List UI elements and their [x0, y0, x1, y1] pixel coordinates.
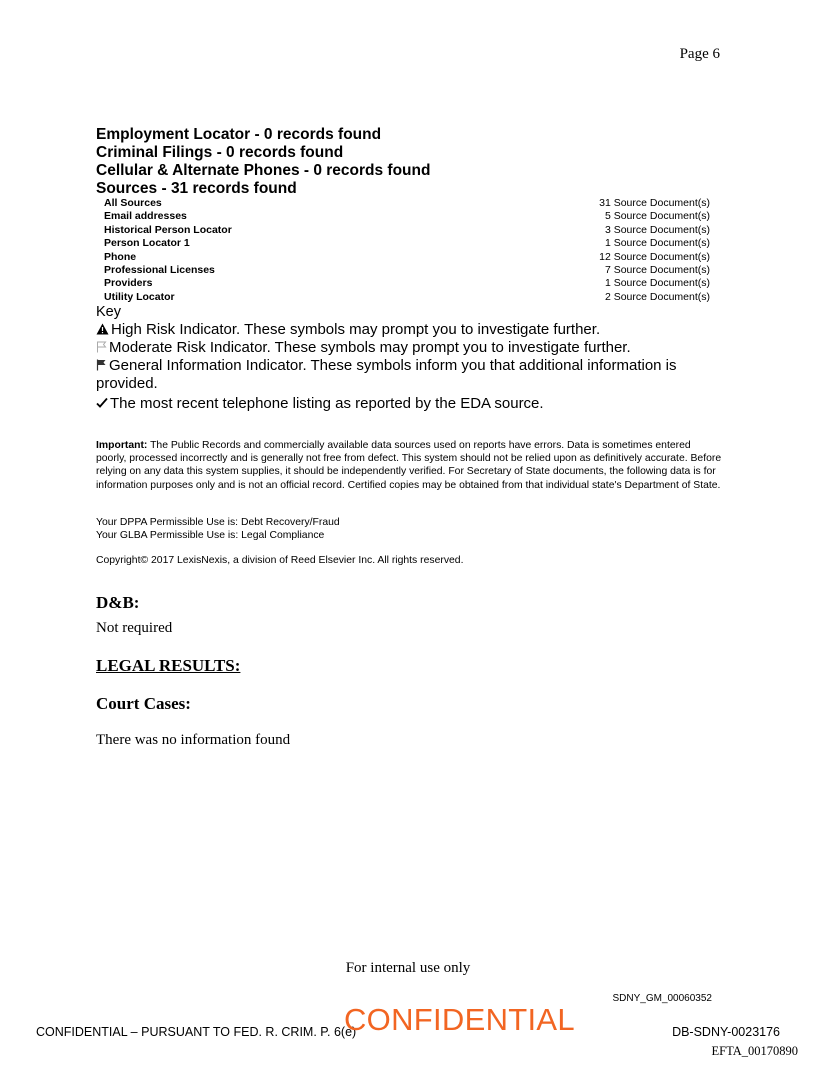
source-name: Person Locator 1: [104, 237, 190, 250]
source-name: Historical Person Locator: [104, 223, 232, 236]
source-count: 2 Source Document(s): [604, 290, 710, 303]
source-name: Phone: [104, 250, 137, 263]
court-cases-text: There was no information found: [96, 732, 291, 748]
source-row: [104, 210, 710, 223]
efta-number: EFTA_00170890: [711, 1044, 798, 1058]
source-row: [104, 264, 710, 277]
source-row: [104, 197, 710, 210]
legal-results-heading: LEGAL RESULTS:: [96, 656, 241, 675]
important-disclaimer: [96, 439, 722, 492]
db-heading: D&B:: [96, 593, 140, 612]
sources-table: [104, 197, 710, 304]
bates-number-db-sdny: DB-SDNY-0023176: [672, 1025, 780, 1039]
warning-triangle-icon: [96, 321, 111, 338]
source-row: [104, 237, 710, 250]
source-row: [104, 224, 710, 237]
source-count: 1 Source Document(s): [604, 277, 710, 290]
confidential-notice: CONFIDENTIAL – PURSUANT TO FED. R. CRIM. P. 6(e): [36, 1025, 357, 1039]
page-number: Page 6: [679, 46, 720, 62]
source-row: [104, 291, 710, 304]
key-recent-phone: [96, 395, 726, 413]
source-count: 12 Source Document(s): [599, 250, 710, 263]
outline-flag-icon: [96, 339, 109, 356]
source-row: [104, 277, 710, 290]
moderate-risk-text: Moderate Risk Indicator. These symbols may prompt you to investigate further.: [109, 339, 631, 356]
high-risk-text: High Risk Indicator. These symbols may prompt you to investigate further.: [111, 321, 601, 338]
recent-phone-text: The most recent telephone listing as reported by the EDA source.: [110, 395, 544, 412]
source-row: [104, 251, 710, 264]
confidential-stamp: CONFIDENTIAL: [344, 1002, 575, 1037]
source-count: 1 Source Document(s): [604, 237, 710, 250]
criminal-filings-header: Criminal Filings - 0 records found: [96, 144, 344, 161]
checkmark-icon: [96, 395, 110, 412]
general-info-text: General Information Indicator. These symbols inform you that additional information is provided.: [96, 357, 677, 392]
bates-number-sdny-gm: SDNY_GM_00060352: [612, 993, 712, 1004]
key-moderate-risk: [96, 339, 726, 357]
source-count: 3 Source Document(s): [604, 223, 710, 236]
source-count: 7 Source Document(s): [604, 263, 710, 276]
key-high-risk: [96, 321, 726, 339]
dppa-use: Your DPPA Permissible Use is: Debt Recovery/Fraud: [96, 517, 340, 528]
glba-use: Your GLBA Permissible Use is: Legal Compliance: [96, 530, 325, 541]
db-text: Not required: [96, 620, 173, 636]
source-name: Professional Licenses: [104, 263, 215, 276]
internal-use-footer: For internal use only: [345, 960, 471, 976]
source-count: 5 Source Document(s): [604, 210, 710, 223]
copyright: Copyright© 2017 LexisNexis, a division of Reed Elsevier Inc. All rights reserved.: [96, 555, 464, 566]
key-general-info: [96, 357, 726, 393]
important-text: The Public Records and commercially available data sources used on reports have errors. Data is sometimes entered poorly, processed incorrectly and is generally not free from defect. This system should not be relied upon as definitively accurate. Before relying on any data this system supplies, it should be independently verified. For Secretary of State documents, the following data is for information purposes only and is not an official record. Certified copies may be obtained from that individual state's Department of State.: [96, 440, 722, 491]
employment-locator-header: Employment Locator - 0 records found: [96, 126, 382, 143]
source-name: Email addresses: [104, 210, 187, 223]
source-count: 31 Source Document(s): [599, 197, 710, 209]
source-name: All Sources: [104, 197, 162, 209]
key-title: Key: [96, 304, 121, 320]
cellular-phones-header: Cellular & Alternate Phones - 0 records found: [96, 162, 431, 179]
source-name: Utility Locator: [104, 290, 175, 303]
important-label: Important:: [96, 440, 148, 451]
filled-flag-icon: [96, 357, 109, 374]
sources-header: Sources - 31 records found: [96, 180, 297, 197]
source-name: Providers: [104, 277, 153, 290]
court-cases-heading: Court Cases:: [96, 694, 191, 713]
